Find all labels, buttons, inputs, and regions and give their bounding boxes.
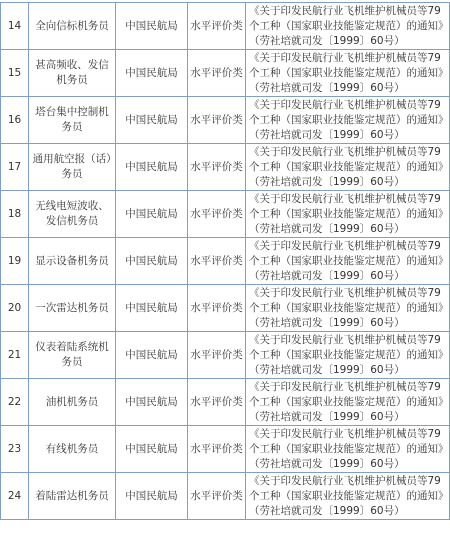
basis-document xyxy=(246,332,450,379)
basis-text: 《关于印发民航行业飞机维护机械员等79个工种（国家职业技能鉴定规范）的通知》（劳社培就司发〔1999〕60号） xyxy=(249,192,444,235)
basis-document xyxy=(246,3,450,50)
qualification-type: 水平评价类 xyxy=(188,144,246,191)
qualification-type: 水平评价类 xyxy=(188,473,246,520)
occupation-name: 一次雷达机务员 xyxy=(29,285,116,332)
occupation-name: 显示设备机务员 xyxy=(29,238,116,285)
basis-text: 《关于印发民航行业飞机维护机械员等79个工种（国家职业技能鉴定规范）的通知》（劳社培就司发〔1999〕60号） xyxy=(249,98,444,141)
table-body xyxy=(1,3,450,520)
implementing-department: 中国民航局 xyxy=(116,191,188,238)
occupation-name: 全向信标机务员 xyxy=(29,3,116,50)
occupation-name: 塔台集中控制机务员 xyxy=(29,97,116,144)
occupation-name: 有线机务员 xyxy=(29,426,116,473)
occupation-name: 通用航空报（话）务员 xyxy=(29,144,116,191)
occupation-name: 甚高频收、发信机务员 xyxy=(29,50,116,97)
row-number: 24 xyxy=(1,473,29,520)
table-row xyxy=(1,50,450,97)
implementing-department: 中国民航局 xyxy=(116,97,188,144)
qualification-type: 水平评价类 xyxy=(188,97,246,144)
basis-text: 《关于印发民航行业飞机维护机械员等79个工种（国家职业技能鉴定规范）的通知》（劳社培就司发〔1999〕60号） xyxy=(249,51,444,94)
basis-document xyxy=(246,473,450,520)
implementing-department: 中国民航局 xyxy=(116,332,188,379)
basis-text: 《关于印发民航行业飞机维护机械员等79个工种（国家职业技能鉴定规范）的通知》（劳社培就司发〔1999〕60号） xyxy=(249,380,444,423)
basis-document xyxy=(246,144,450,191)
basis-document xyxy=(246,191,450,238)
table-row xyxy=(1,473,450,520)
basis-text: 《关于印发民航行业飞机维护机械员等79个工种（国家职业技能鉴定规范）的通知》（劳社培就司发〔1999〕60号） xyxy=(249,427,444,470)
implementing-department: 中国民航局 xyxy=(116,379,188,426)
qualification-table xyxy=(0,2,450,520)
table-row xyxy=(1,379,450,426)
basis-text: 《关于印发民航行业飞机维护机械员等79个工种（国家职业技能鉴定规范）的通知》（劳社培就司发〔1999〕60号） xyxy=(249,4,444,47)
basis-text: 《关于印发民航行业飞机维护机械员等79个工种（国家职业技能鉴定规范）的通知》（劳社培就司发〔1999〕60号） xyxy=(249,474,444,517)
basis-text: 《关于印发民航行业飞机维护机械员等79个工种（国家职业技能鉴定规范）的通知》（劳社培就司发〔1999〕60号） xyxy=(249,286,444,329)
qualification-type: 水平评价类 xyxy=(188,238,246,285)
table-row xyxy=(1,97,450,144)
basis-document xyxy=(246,426,450,473)
qualification-type: 水平评价类 xyxy=(188,332,246,379)
basis-document xyxy=(246,285,450,332)
row-number: 15 xyxy=(1,50,29,97)
occupation-name: 无线电短波收、发信机务员 xyxy=(29,191,116,238)
row-number: 14 xyxy=(1,3,29,50)
basis-document xyxy=(246,97,450,144)
row-number: 19 xyxy=(1,238,29,285)
occupation-name: 着陆雷达机务员 xyxy=(29,473,116,520)
table-row xyxy=(1,426,450,473)
qualification-type: 水平评价类 xyxy=(188,191,246,238)
table-row xyxy=(1,3,450,50)
implementing-department: 中国民航局 xyxy=(116,473,188,520)
basis-document xyxy=(246,50,450,97)
row-number: 22 xyxy=(1,379,29,426)
basis-text: 《关于印发民航行业飞机维护机械员等79个工种（国家职业技能鉴定规范）的通知》（劳社培就司发〔1999〕60号） xyxy=(249,239,444,282)
basis-document xyxy=(246,379,450,426)
basis-text: 《关于印发民航行业飞机维护机械员等79个工种（国家职业技能鉴定规范）的通知》（劳社培就司发〔1999〕60号） xyxy=(249,145,444,188)
table-row xyxy=(1,332,450,379)
table-row xyxy=(1,144,450,191)
basis-text: 《关于印发民航行业飞机维护机械员等79个工种（国家职业技能鉴定规范）的通知》（劳社培就司发〔1999〕60号） xyxy=(249,333,444,376)
qualification-type: 水平评价类 xyxy=(188,50,246,97)
implementing-department: 中国民航局 xyxy=(116,3,188,50)
row-number: 23 xyxy=(1,426,29,473)
implementing-department: 中国民航局 xyxy=(116,50,188,97)
occupation-name: 仪表着陆系统机务员 xyxy=(29,332,116,379)
row-number: 16 xyxy=(1,97,29,144)
qualification-type: 水平评价类 xyxy=(188,285,246,332)
implementing-department: 中国民航局 xyxy=(116,426,188,473)
implementing-department: 中国民航局 xyxy=(116,238,188,285)
qualification-type: 水平评价类 xyxy=(188,426,246,473)
row-number: 18 xyxy=(1,191,29,238)
qualification-type: 水平评价类 xyxy=(188,3,246,50)
qualification-type: 水平评价类 xyxy=(188,379,246,426)
implementing-department: 中国民航局 xyxy=(116,285,188,332)
basis-document xyxy=(246,238,450,285)
row-number: 20 xyxy=(1,285,29,332)
occupation-name: 油机机务员 xyxy=(29,379,116,426)
row-number: 17 xyxy=(1,144,29,191)
row-number: 21 xyxy=(1,332,29,379)
table-row xyxy=(1,191,450,238)
table-row xyxy=(1,238,450,285)
table-row xyxy=(1,285,450,332)
implementing-department: 中国民航局 xyxy=(116,144,188,191)
